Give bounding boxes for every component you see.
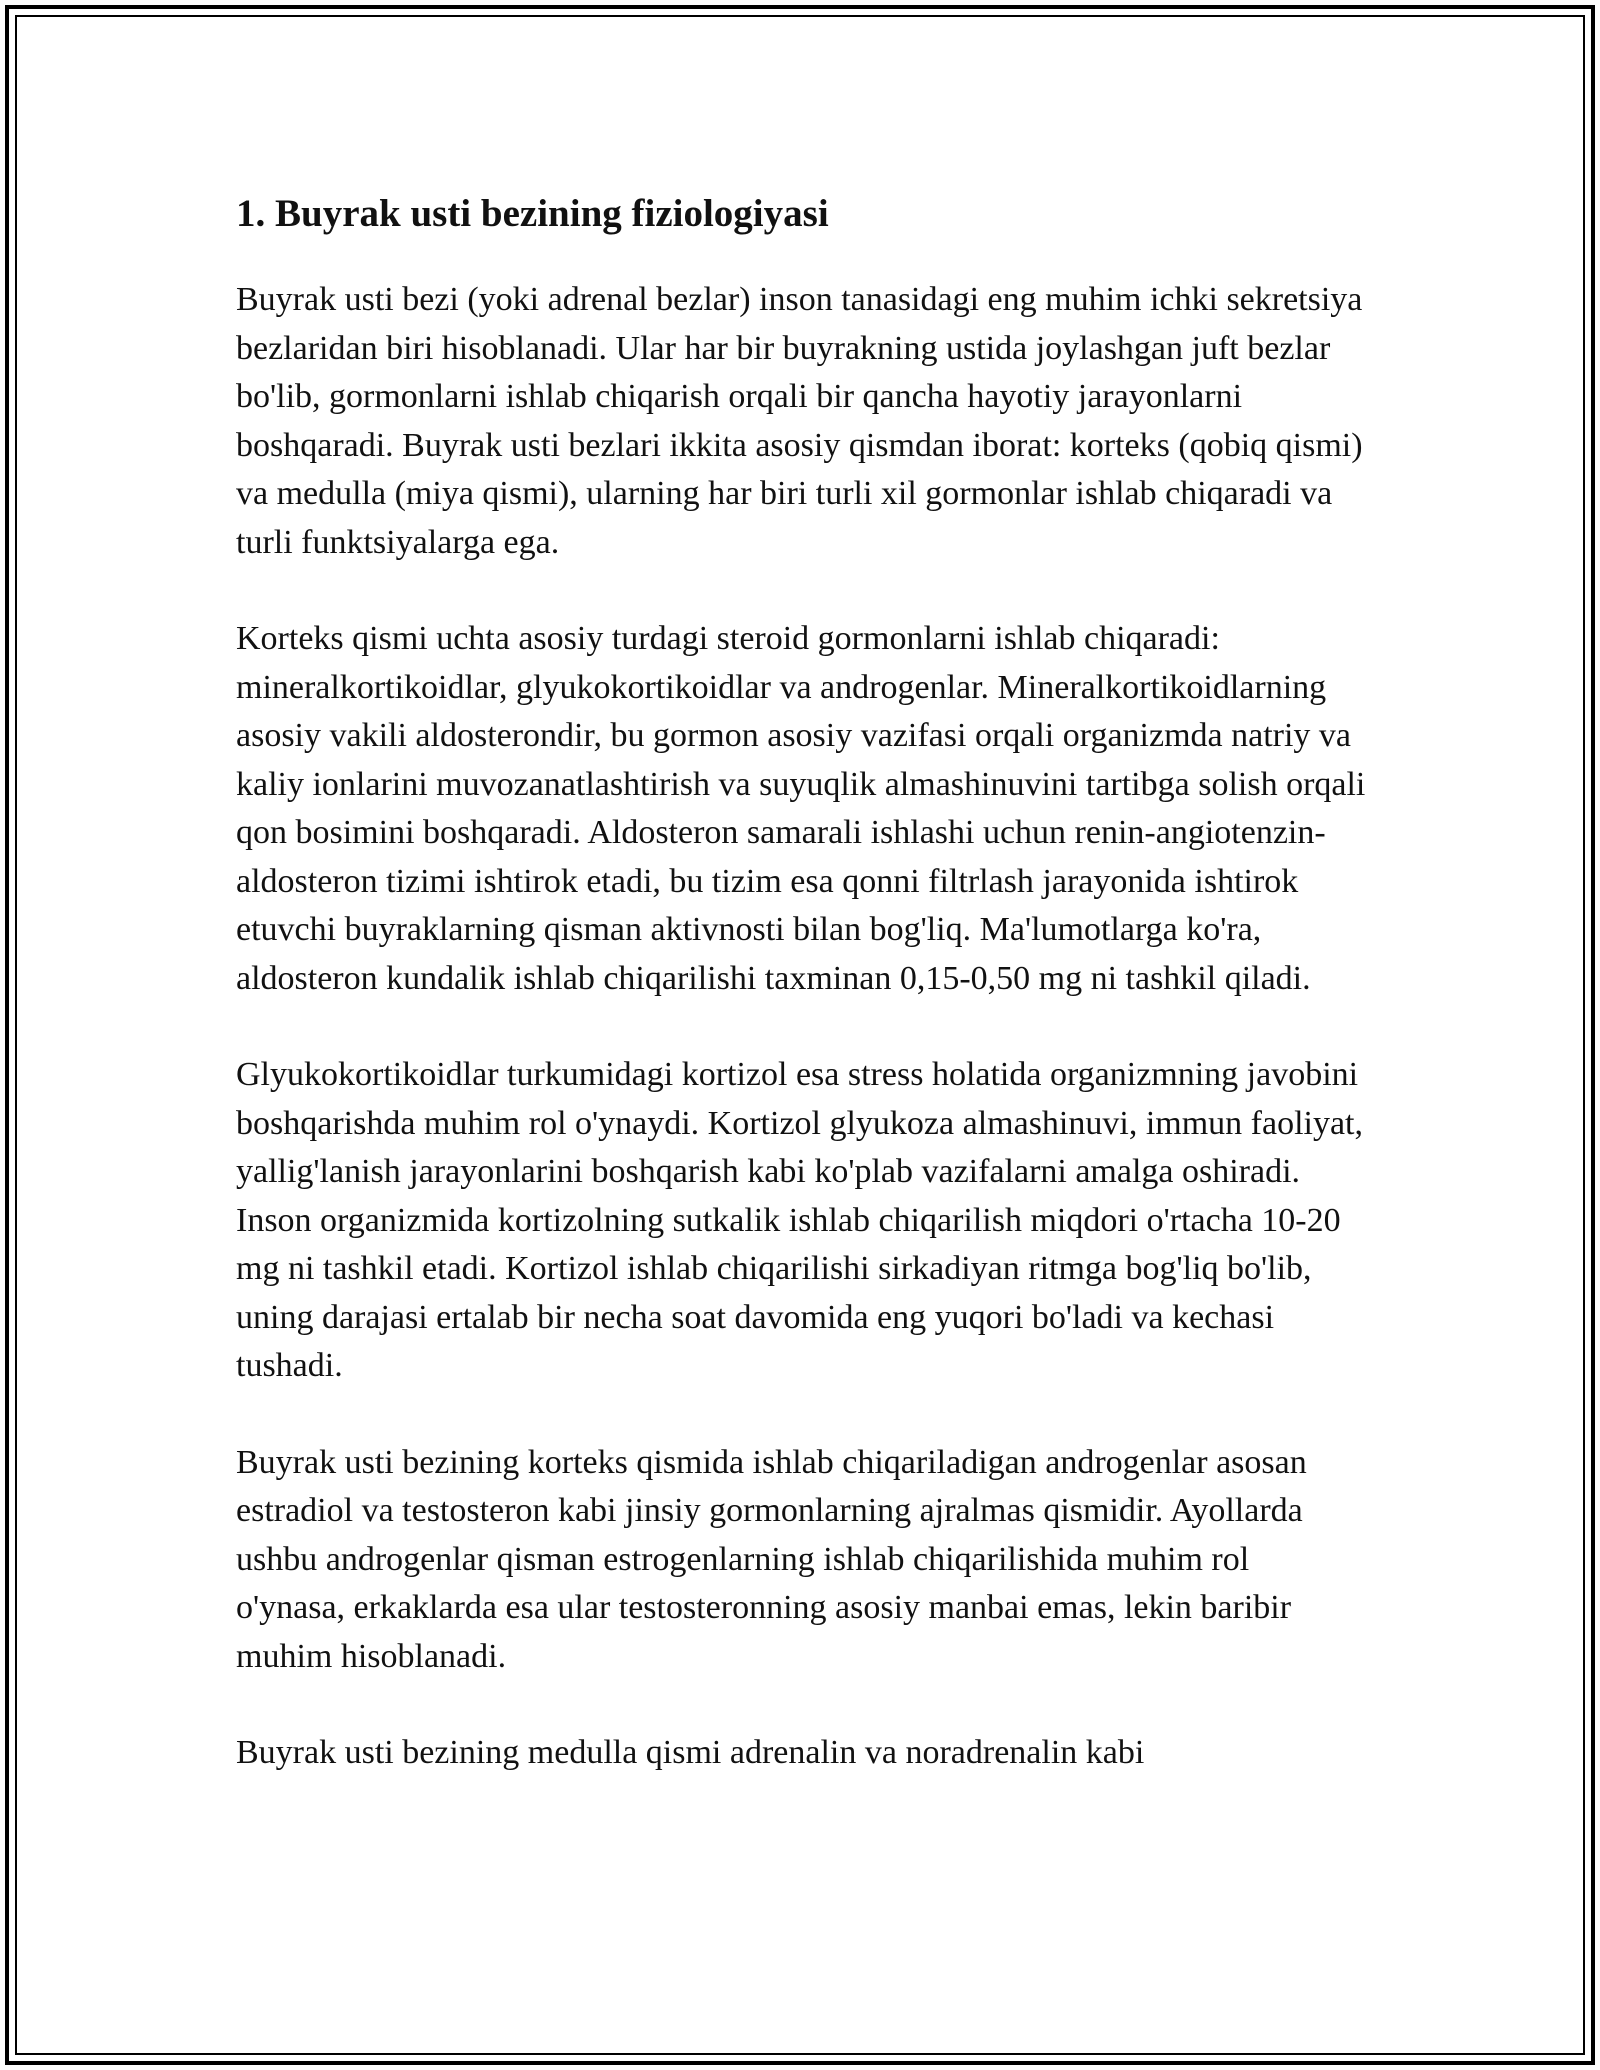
- section-heading: 1. Buyrak usti bezining fiziologiyasi: [236, 192, 829, 235]
- paragraph-cortisol: Glyukokortikoidlar turkumidagi kortizol esa stress holatida organizmning javobini boshqarishda muhim rol o'ynaydi. Kortizol glyukoza almashinuvi, immun faoliyat, yallig'lanish jarayonlarini boshqarish kabi ko'plab vazifalarni amalga oshiradi. Inson organizmida kortizolning sutkalik ishlab chiqarilish miqdori o'rtacha 10-20 mg ni tashkil etadi. Kortizol ishlab chiqarilishi sirkadiyan ritmga bog'liq bo'lib, uning darajasi ertalab bir necha soat davomida eng yuqori bo'ladi va kechasi tushadi.: [236, 1056, 1363, 1384]
- paragraph-cortex: Korteks qismi uchta asosiy turdagi steroid gormonlarni ishlab chiqaradi: mineralkortikoidlar, glyukokortikoidlar va androgenlar. Mineralkortikoidlarning asosiy vakili aldosterondir, bu gormon asosiy vazifasi orqali organizmda natriy va kaliy ionlarini muvozanatlashtirish va suyuqlik almashinuvini tartibga solish orqali qon bosimini boshqaradi. Aldosteron samarali ishlashi uchun renin-angiotenzin-aldosteron tizimi ishtirok etadi, bu tizim esa qonni filtrlash jarayonida ishtirok etuvchi buyraklarning qisman aktivnosti bilan bog'liq. Ma'lumotlarga ko'ra, aldosteron kundalik ishlab chiqarilishi taxminan 0,15-0,50 mg ni tashkil qiladi.: [236, 620, 1366, 997]
- paragraph-androgens: Buyrak usti bezining korteks qismida ishlab chiqariladigan androgenlar asosan estradiol va testosteron kabi jinsiy gormonlarning ajralmas qismidir. Ayollarda ushbu androgenlar qisman estrogenlarning ishlab chiqarilishida muhim rol o'ynasa, erkaklarda esa ular testosteronning asosiy manbai emas, lekin baribir muhim hisoblanadi.: [236, 1443, 1307, 1675]
- document-body: [236, 186, 1366, 1826]
- paragraph-medulla: Buyrak usti bezining medulla qismi adrenalin va noradrenalin kabi: [236, 1734, 1145, 1771]
- paragraph-intro: Buyrak usti bezi (yoki adrenal bezlar) inson tanasidagi eng muhim ichki sekretsiya bezlaridan biri hisoblanadi. Ular har bir buyrakning ustida joylashgan juft bezlar bo'lib, gormonlarni ishlab chiqarish orqali bir qancha hayotiy jarayonlarni boshqaradi. Buyrak usti bezlari ikkita asosiy qismdan iborat: korteks (qobiq qismi) va medulla (miya qismi), ularning har biri turli xil gormonlar ishlab chiqaradi va turli funktsiyalarga ega.: [236, 281, 1363, 561]
